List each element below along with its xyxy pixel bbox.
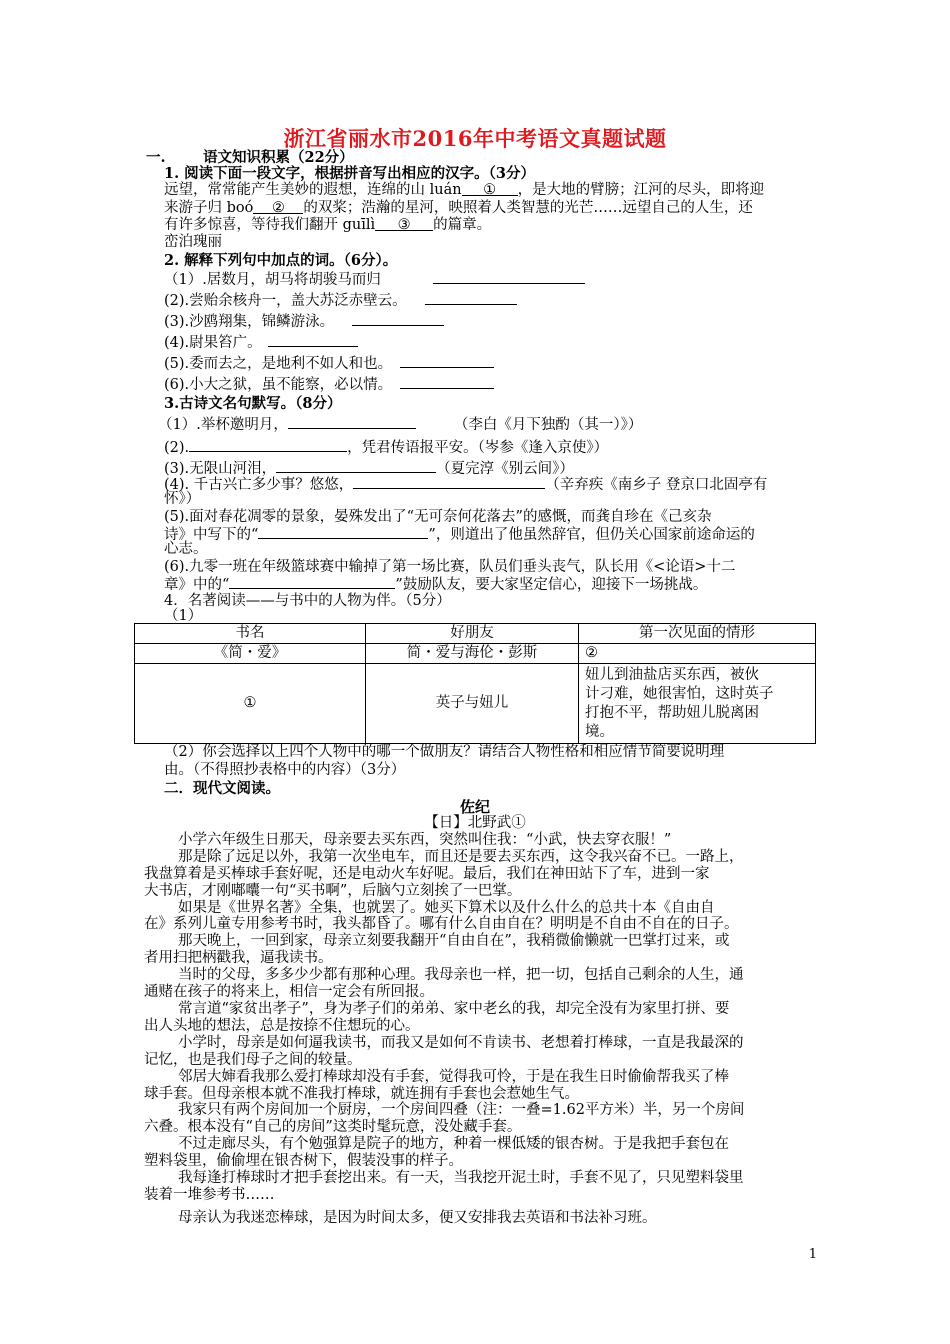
q3-item-4-start: (4). 千古兴亡多少事？悠悠，	[164, 477, 354, 493]
table-cell-friends: 简・爱与海伦・彭斯	[366, 644, 579, 664]
table-cell-friends: 英子与妞儿	[366, 664, 579, 744]
story-line: 装着一堆参考书……	[144, 1187, 275, 1203]
q3-item-5-line3: 心志。	[164, 541, 208, 557]
q1-prompt: 1. 阅读下面一段文字，根据拼音写出相应的汉字。（3分）	[164, 165, 536, 182]
q3-item-1	[158, 414, 642, 435]
q2-answer-6[interactable]	[400, 374, 494, 389]
section1-number: 一.	[146, 149, 166, 166]
table-header: 好朋友	[366, 624, 579, 644]
story-line: 通赌在孩子的将来上，相信一定会有所回报。	[144, 984, 434, 1000]
story-line: 不过走廊尽头，有个勉强算是院子的地方，种着一棵低矮的银杏树。于是我把手套包在	[178, 1136, 729, 1152]
story-line: 常言道“家贫出孝子”，身为孝子们的弟弟、家中老幺的我，却完全没有为家里打拼、要	[178, 1001, 730, 1017]
story-line: 我盘算着是买棒球手套好呢，还是电动火车好呢。最后，我们在神田站下了车，进到一家	[144, 866, 710, 882]
q2-item-3-text: (3).沙鸥翔集，锦鳞游泳。	[164, 314, 335, 330]
table-header: 第一次见面的情形	[579, 624, 816, 644]
q2-item-5-text: (5).委而去之，是地利不如人和也。	[164, 356, 393, 372]
story-line: 我家只有两个房间加一个厨房，一个房间四叠（注：一叠=1.62平方米）半，另一个房间	[178, 1102, 745, 1118]
blank-1[interactable]	[462, 181, 518, 196]
blank-3-num: ③	[397, 217, 411, 233]
story-title: 佐纪	[459, 798, 490, 816]
q1-line1-start: 远望，常常能产生美妙的遐想，连绵的山 luán	[164, 182, 462, 198]
q3-answer-6[interactable]	[229, 574, 395, 589]
q2-item-1-text: （1）.居数月，胡马将胡骏马而归	[164, 272, 381, 288]
q2-item-2-text: (2).尝贻余核舟一，盖大苏泛赤壁云。	[164, 293, 407, 309]
story-line: 我每逢打棒球时才把手套挖出来。有一天，当我挖开泥土时，手套不见了，只见塑料袋里	[178, 1170, 744, 1186]
q1-answer: 峦泊瑰丽	[164, 234, 222, 250]
story-line: 母亲认为我迷恋棒球，是因为时间太多，便又安排我去英语和书法补习班。	[178, 1210, 657, 1226]
story-line: 大书店，才刚嘟囔一句“买书啊”，后脑勺立刻挨了一巴掌。	[144, 883, 522, 899]
q2-prompt: 2. 解释下列句中加点的词。（6分）。	[164, 252, 398, 269]
section1-heading: 语文知识积累（22分）	[203, 149, 354, 166]
table-row	[135, 644, 816, 664]
table-row	[135, 664, 816, 744]
q1-line3-end: 的篇章。	[433, 217, 492, 233]
scene-line: 计刁难，她很害怕，这时英子	[585, 685, 774, 702]
q3-item-6-end: ”鼓励队友，要大家坚定信心，迎接下一场挑战。	[395, 577, 708, 593]
q3-item-6-start: 章》中的“	[164, 577, 230, 593]
blank-1-num: ①	[483, 182, 497, 198]
q2-answer-1[interactable]	[433, 269, 585, 284]
q2-answer-2[interactable]	[425, 290, 517, 305]
blank-2[interactable]	[253, 199, 303, 214]
table-header-row	[135, 624, 816, 644]
q4-sub2-line2: 由。（不得照抄表格中的内容）（3分）	[164, 762, 406, 778]
q3-item-2-end: ，凭君传语报平安。（岑参《逢入京使》）	[347, 440, 609, 456]
q3-item-1-source: （李白《月下独酌（其一）》）	[453, 417, 643, 433]
q2-item-5	[164, 353, 494, 374]
blank-2-num: ②	[271, 200, 285, 216]
q3-item-6-line1: (6).九零一班在年级篮球赛中输掉了第一场比赛，队员们垂头丧气，队长用《<论语>十二	[164, 559, 736, 575]
scene-line: 境。	[585, 723, 614, 740]
table-cell-answer-2[interactable]: ②	[579, 644, 816, 664]
q2-answer-4[interactable]	[268, 332, 358, 347]
table-cell-scene	[579, 664, 816, 744]
q2-item-2	[164, 290, 517, 311]
q3-item-5-end: ”，则道出了他虽然辞官，但仍关心国家前途命运的	[428, 527, 755, 543]
q3-item-5-line1: (5).面对春花凋零的景象，晏殊发出了“无可奈何花落去”的感慨，而龚自珍在《己亥杂	[164, 509, 712, 525]
exam-title: 浙江省丽水市2016年中考语文真题试题	[283, 126, 667, 151]
story-author: 【日】北野武①	[424, 815, 526, 831]
q2-item-4-text: (4).尉果笞广。	[164, 335, 262, 351]
story-line: 小学六年级生日那天，母亲要去买东西，突然叫住我：“小武，快去穿衣服！”	[178, 832, 672, 848]
q3-item-1-start: （1）.举杯邀明月，	[158, 417, 288, 433]
q3-item-2	[164, 437, 608, 458]
table-cell-book: 《简・爱》	[135, 644, 366, 664]
story-line: 如果是《世界名著》全集，也就罢了。她买下算术以及什么什么的总共十本《自由自	[178, 900, 715, 916]
story-line: 那天晚上，一回到家，母亲立刻要我翻开“自由自在”，我稍微偷懒就一巴掌打过来，或	[178, 933, 730, 949]
q4-prompt: 4．名著阅读——与书中的人物为伴。（5分）	[164, 593, 451, 609]
q2-item-1	[164, 269, 585, 290]
q2-answer-3[interactable]	[352, 311, 444, 326]
story-line: 小学时，母亲是如何逼我读书，而我又是如何不肯读书、老想着打棒球，一直是我最深的	[178, 1035, 744, 1051]
story-line: 六叠。根本没有“自己的房间”这类时髦玩意，没处藏手套。	[144, 1119, 522, 1135]
q3-answer-4[interactable]	[353, 474, 545, 489]
q1-line2-start: 来游子归 boó	[164, 200, 254, 216]
q3-item-5-line2	[164, 524, 755, 545]
q4-sub2-line1: （2）你会选择以上四个人物中的哪一个做朋友？请结合人物性格和相应情节简要说明理	[164, 744, 725, 760]
story-line: 塑料袋里，偷偷埋在银杏树下，假装没事的样子。	[144, 1153, 463, 1169]
q2-item-4	[164, 332, 358, 353]
q4-sub1: （1）	[164, 608, 203, 624]
q3-item-3-source: （夏完淳《别云间》）	[436, 461, 574, 477]
story-line: 记忆，也是我们母子之间的较量。	[144, 1052, 362, 1068]
scene-line: 打抱不平，帮助妞儿脱离困	[585, 704, 759, 721]
q1-line2-end: 的双桨；浩瀚的星河，映照着人类智慧的光芒……远望自己的人生，还	[303, 200, 753, 216]
story-line: 邻居大婶看我那么爱打棒球却没有手套，觉得我可怜，于是在我生日时偷偷帮我买了棒	[178, 1069, 729, 1085]
story-line: 在》系列儿童专用参考书时，我头都昏了。哪有什么自由自在？明明是不自由不自在的日子。	[144, 916, 739, 932]
story-line: 当时的父母，多多少少都有那种心理。我母亲也一样，把一切，包括自己剩余的人生，通	[178, 967, 744, 983]
table-cell-answer-1[interactable]: ①	[135, 664, 366, 744]
q3-item-4-cont: 怀》）	[164, 491, 201, 507]
q2-item-6	[164, 374, 494, 395]
q1-line1-end: ，是大地的臂膀；江河的尽头，即将迎	[517, 182, 765, 198]
reading-table	[134, 623, 816, 744]
story-line: 者用扫把柄戳我，逼我读书。	[144, 950, 333, 966]
q3-prompt: 3.古诗文名句默写。（8分）	[164, 395, 342, 412]
q3-item-2-start: (2).	[164, 440, 190, 456]
page-number: 1	[808, 1247, 817, 1262]
q3-answer-1[interactable]	[288, 414, 416, 429]
q2-item-6-text: (6).小大之狱，虽不能察，必以情。	[164, 377, 393, 393]
q3-item-5-start: 诗》中写下的“	[164, 527, 259, 543]
scene-line: 妞儿到油盐店买东西，被伙	[585, 666, 759, 683]
q3-answer-2[interactable]	[189, 437, 347, 452]
q2-answer-5[interactable]	[400, 353, 494, 368]
q3-answer-3[interactable]	[276, 458, 436, 473]
q3-answer-5[interactable]	[258, 524, 428, 539]
table-header: 书名	[135, 624, 366, 644]
story-line: 那是除了远足以外，我第一次坐电车，而且还是要去买东西，这令我兴奋不已。一路上，	[178, 849, 744, 865]
q1-line1	[164, 181, 764, 200]
q3-item-4-source: （辛弃疾《南乡子 登京口北固亭有	[545, 477, 768, 493]
story-line: 出人头地的想法，总是按捺不住想玩的心。	[144, 1018, 420, 1034]
q3-item-3-start: (3).无限山河泪，	[164, 461, 277, 477]
story-line: 球手套。但母亲根本就不准我打棒球，就连拥有手套也会惹她生气。	[144, 1086, 579, 1102]
q1-line3-start: 有许多惊喜，等待我们翻开 guīlì	[164, 217, 376, 233]
blank-3[interactable]	[375, 216, 433, 231]
q3-item-4	[164, 474, 767, 495]
section2-heading: 二．现代文阅读。	[164, 780, 280, 797]
q2-item-3	[164, 311, 444, 332]
